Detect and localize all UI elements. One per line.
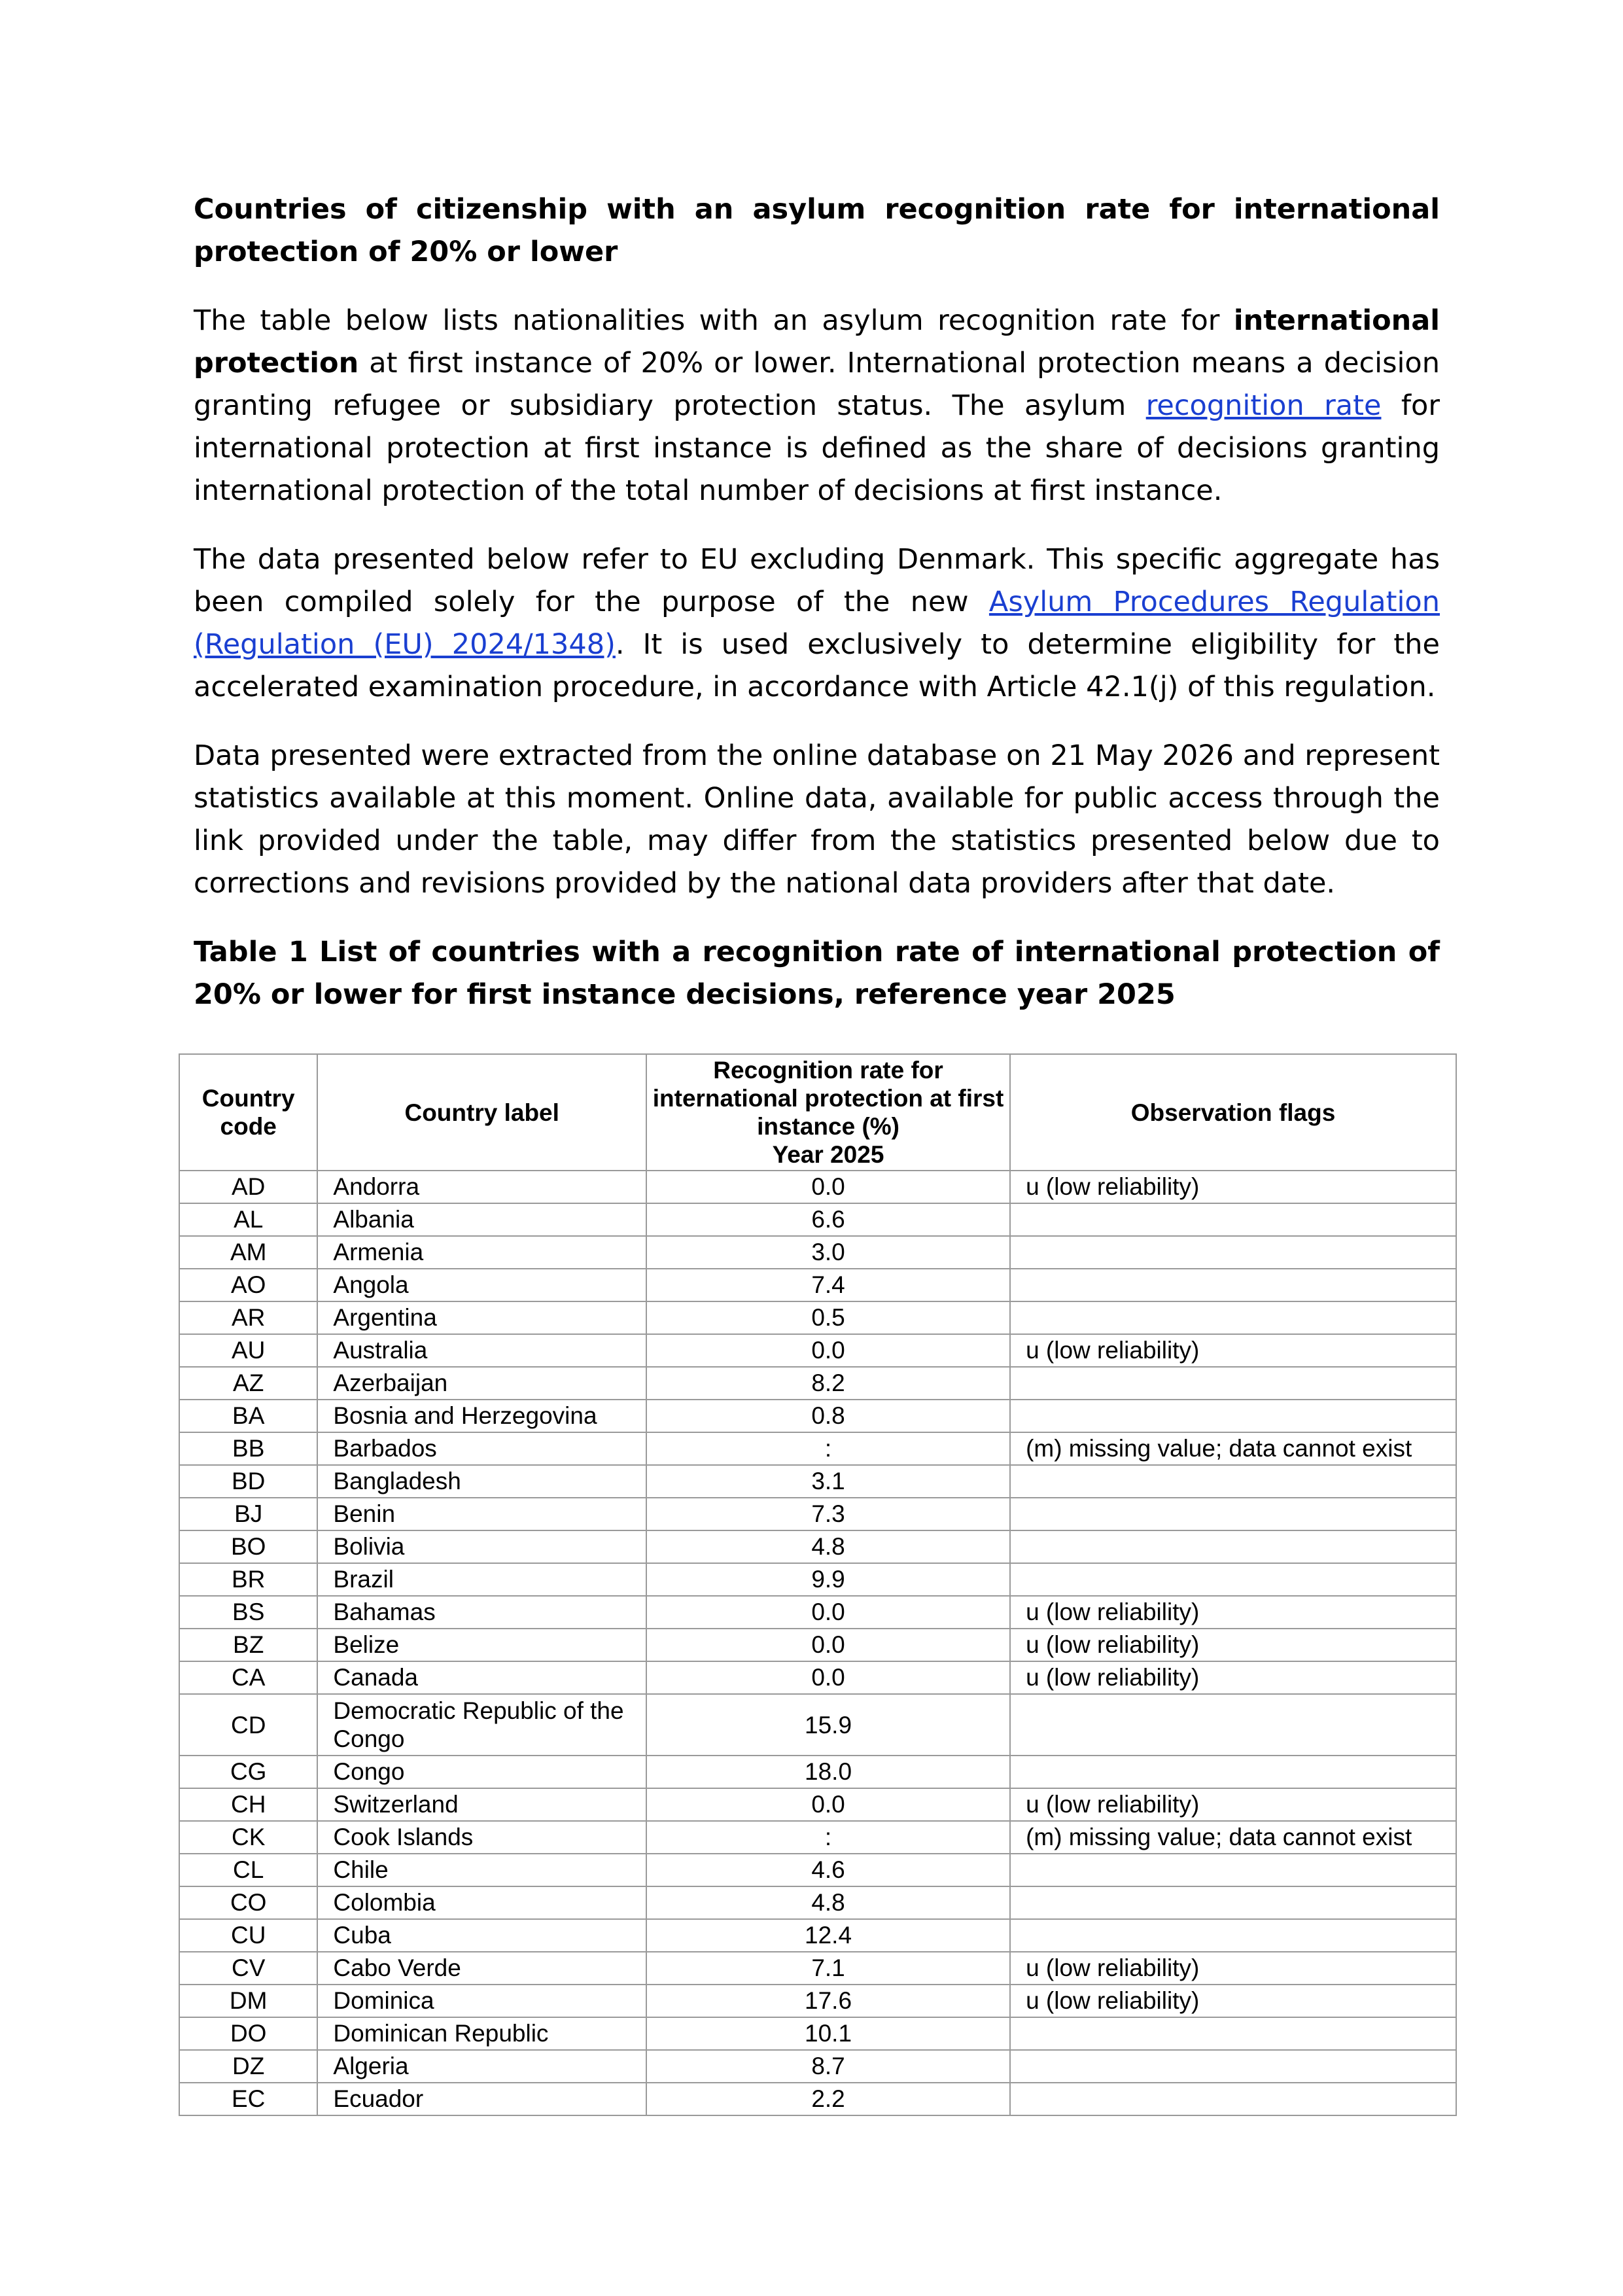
cell-recognition-rate: 17.6 — [646, 1985, 1010, 2017]
cell-country-label: Bahamas — [317, 1596, 646, 1629]
table-row — [179, 1919, 1456, 1952]
scope-text-2: . It is used exclusively to determine eligibility for the accelerated examination procedure, in accordance with Article 42.1(j) of this regulation. — [194, 628, 1440, 703]
cell-country-label: Australia — [317, 1334, 646, 1367]
cell-country-code: BZ — [179, 1629, 317, 1661]
cell-observation-flag: u (low reliability) — [1010, 1596, 1456, 1629]
cell-country-label: Argentina — [317, 1301, 646, 1334]
table-row — [179, 1661, 1456, 1694]
cell-recognition-rate: : — [646, 1432, 1010, 1465]
cell-country-label: Cook Islands — [317, 1821, 646, 1854]
cell-country-code: CL — [179, 1854, 317, 1886]
cell-observation-flag — [1010, 1301, 1456, 1334]
intro-text-3: for international protection at first instance is defined as the share of decisions granting international protection of the total number of decisions at first instance. — [194, 389, 1440, 507]
cell-observation-flag — [1010, 1236, 1456, 1269]
cell-country-label: Democratic Republic of the Congo — [317, 1694, 646, 1756]
extraction-paragraph: Data presented were extracted from the online database on 21 May 2026 and represent statistics available at this moment. Online data, available for public access through the link provided under the table, may differ from the statistics presented below due to corrections and revisions provided by the national data providers after that date. — [194, 739, 1440, 900]
cell-recognition-rate: 0.0 — [646, 1171, 1010, 1203]
cell-country-code: CD — [179, 1694, 317, 1756]
cell-country-label: Brazil — [317, 1563, 646, 1596]
table-row — [179, 1854, 1456, 1886]
cell-country-label: Angola — [317, 1269, 646, 1301]
cell-recognition-rate: 6.6 — [646, 1203, 1010, 1236]
cell-country-label: Bolivia — [317, 1530, 646, 1563]
table-row — [179, 1886, 1456, 1919]
header-rate-year: Year 2025 — [772, 1141, 884, 1168]
table-row — [179, 1821, 1456, 1854]
table-row — [179, 1269, 1456, 1301]
cell-observation-flag — [1010, 1498, 1456, 1530]
cell-country-code: CK — [179, 1821, 317, 1854]
cell-country-label: Bangladesh — [317, 1465, 646, 1498]
cell-country-code: CV — [179, 1952, 317, 1985]
cell-observation-flag: (m) missing value; data cannot exist — [1010, 1821, 1456, 1854]
cell-country-label: Bosnia and Herzegovina — [317, 1400, 646, 1432]
table-row — [179, 1596, 1456, 1629]
cell-recognition-rate: 0.8 — [646, 1400, 1010, 1432]
cell-recognition-rate: 2.2 — [646, 2083, 1010, 2115]
cell-country-code: CO — [179, 1886, 317, 1919]
cell-country-code: AL — [179, 1203, 317, 1236]
cell-recognition-rate: 0.5 — [646, 1301, 1010, 1334]
cell-country-code: DZ — [179, 2050, 317, 2083]
cell-country-label: Algeria — [317, 2050, 646, 2083]
cell-country-label: Belize — [317, 1629, 646, 1661]
table-row — [179, 1432, 1456, 1465]
intro-text-1: The table below lists nationalities with an asylum recognition rate for — [194, 304, 1234, 337]
cell-country-label: Canada — [317, 1661, 646, 1694]
header-country-label: Country label — [317, 1054, 646, 1171]
cell-country-code: BO — [179, 1530, 317, 1563]
regulation-link[interactable]: Asylum Procedures Regulation (Regulation (EU) 2024/1348) — [194, 586, 1440, 661]
cell-country-code: AR — [179, 1301, 317, 1334]
cell-country-code: DM — [179, 1985, 317, 2017]
table-row — [179, 2083, 1456, 2115]
table-row — [179, 1203, 1456, 1236]
cell-country-label: Colombia — [317, 1886, 646, 1919]
cell-recognition-rate: 7.1 — [646, 1952, 1010, 1985]
header-observation-flags: Observation flags — [1010, 1054, 1456, 1171]
cell-country-code: AD — [179, 1171, 317, 1203]
cell-observation-flag — [1010, 2017, 1456, 2050]
table-row — [179, 1756, 1456, 1788]
cell-observation-flag: u (low reliability) — [1010, 1788, 1456, 1821]
cell-observation-flag: u (low reliability) — [1010, 1171, 1456, 1203]
cell-country-label: Ecuador — [317, 2083, 646, 2115]
document-body — [194, 188, 1440, 1049]
table-row — [179, 1694, 1456, 1756]
cell-recognition-rate: 8.2 — [646, 1367, 1010, 1400]
cell-observation-flag — [1010, 1400, 1456, 1432]
table-row — [179, 1629, 1456, 1661]
recognition-rate-link[interactable]: recognition rate — [1145, 389, 1382, 422]
scope-paragraph — [194, 539, 1440, 709]
cell-observation-flag — [1010, 1919, 1456, 1952]
page-heading: Countries of citizenship with an asylum recognition rate for international protection of 20% or lower — [194, 193, 1440, 268]
cell-country-label: Benin — [317, 1498, 646, 1530]
table-row — [179, 2017, 1456, 2050]
cell-recognition-rate: 0.0 — [646, 1629, 1010, 1661]
cell-country-code: DO — [179, 2017, 317, 2050]
cell-observation-flag — [1010, 1530, 1456, 1563]
scope-text-1: The data presented below refer to EU excluding Denmark. This specific aggregate has been compiled solely for the purpose of the new — [194, 543, 1440, 618]
table-row — [179, 1301, 1456, 1334]
cell-observation-flag: u (low reliability) — [1010, 1661, 1456, 1694]
cell-recognition-rate: : — [646, 1821, 1010, 1854]
header-recognition-rate — [646, 1054, 1010, 1171]
cell-country-code: BA — [179, 1400, 317, 1432]
table-header-row — [179, 1054, 1456, 1171]
cell-country-label: Albania — [317, 1203, 646, 1236]
cell-country-label: Cabo Verde — [317, 1952, 646, 1985]
table-row — [179, 1465, 1456, 1498]
cell-recognition-rate: 10.1 — [646, 2017, 1010, 2050]
cell-recognition-rate: 18.0 — [646, 1756, 1010, 1788]
cell-recognition-rate: 4.6 — [646, 1854, 1010, 1886]
cell-recognition-rate: 15.9 — [646, 1694, 1010, 1756]
table-row — [179, 1563, 1456, 1596]
cell-recognition-rate: 4.8 — [646, 1886, 1010, 1919]
cell-country-code: CG — [179, 1756, 317, 1788]
cell-country-code: BS — [179, 1596, 317, 1629]
cell-country-label: Armenia — [317, 1236, 646, 1269]
cell-observation-flag: (m) missing value; data cannot exist — [1010, 1432, 1456, 1465]
cell-observation-flag — [1010, 1756, 1456, 1788]
cell-country-label: Barbados — [317, 1432, 646, 1465]
table-row — [179, 1171, 1456, 1203]
table-row — [179, 1334, 1456, 1367]
cell-country-label: Chile — [317, 1854, 646, 1886]
table-row — [179, 1788, 1456, 1821]
cell-observation-flag — [1010, 1465, 1456, 1498]
cell-recognition-rate: 3.0 — [646, 1236, 1010, 1269]
cell-country-code: BB — [179, 1432, 317, 1465]
cell-country-code: CA — [179, 1661, 317, 1694]
cell-observation-flag — [1010, 1694, 1456, 1756]
cell-recognition-rate: 9.9 — [646, 1563, 1010, 1596]
cell-recognition-rate: 4.8 — [646, 1530, 1010, 1563]
cell-recognition-rate: 7.4 — [646, 1269, 1010, 1301]
cell-observation-flag — [1010, 1886, 1456, 1919]
cell-recognition-rate: 8.7 — [646, 2050, 1010, 2083]
cell-country-code: EC — [179, 2083, 317, 2115]
header-country-code: Country code — [179, 1054, 317, 1171]
cell-country-label: Cuba — [317, 1919, 646, 1952]
cell-observation-flag — [1010, 1367, 1456, 1400]
cell-country-code: AZ — [179, 1367, 317, 1400]
header-rate-title: Recognition rate for international protection at first instance (%) — [652, 1057, 1004, 1140]
cell-recognition-rate: 12.4 — [646, 1919, 1010, 1952]
table-row — [179, 1530, 1456, 1563]
cell-recognition-rate: 0.0 — [646, 1334, 1010, 1367]
cell-country-code: CU — [179, 1919, 317, 1952]
cell-recognition-rate: 7.3 — [646, 1498, 1010, 1530]
cell-observation-flag — [1010, 2050, 1456, 2083]
cell-country-label: Congo — [317, 1756, 646, 1788]
cell-country-code: BJ — [179, 1498, 317, 1530]
table-row — [179, 2050, 1456, 2083]
intro-bold-term: international protection — [194, 304, 1440, 380]
cell-country-code: AU — [179, 1334, 317, 1367]
cell-country-code: BR — [179, 1563, 317, 1596]
cell-recognition-rate: 0.0 — [646, 1788, 1010, 1821]
cell-observation-flag: u (low reliability) — [1010, 1952, 1456, 1985]
table-caption: Table 1 List of countries with a recognition rate of international protection of 20% or lower for first instance decisions, reference year 2025 — [194, 936, 1440, 1011]
cell-country-code: BD — [179, 1465, 317, 1498]
table-row — [179, 1498, 1456, 1530]
cell-country-label: Dominican Republic — [317, 2017, 646, 2050]
cell-recognition-rate: 0.0 — [646, 1596, 1010, 1629]
cell-country-code: AO — [179, 1269, 317, 1301]
cell-observation-flag — [1010, 1854, 1456, 1886]
table-row — [179, 1985, 1456, 2017]
table-row — [179, 1952, 1456, 1985]
table-row — [179, 1236, 1456, 1269]
cell-observation-flag: u (low reliability) — [1010, 1334, 1456, 1367]
cell-observation-flag — [1010, 1269, 1456, 1301]
intro-paragraph — [194, 300, 1440, 512]
cell-observation-flag: u (low reliability) — [1010, 1629, 1456, 1661]
intro-text-2: at first instance of 20% or lower. International protection means a decision granting refugee or subsidiary protection status. The asylum — [194, 347, 1440, 422]
recognition-rate-table — [179, 1053, 1457, 2116]
cell-observation-flag — [1010, 1563, 1456, 1596]
table-row — [179, 1367, 1456, 1400]
cell-country-code: AM — [179, 1236, 317, 1269]
cell-country-label: Switzerland — [317, 1788, 646, 1821]
cell-observation-flag: u (low reliability) — [1010, 1985, 1456, 2017]
table-row — [179, 1400, 1456, 1432]
cell-country-label: Azerbaijan — [317, 1367, 646, 1400]
cell-recognition-rate: 3.1 — [646, 1465, 1010, 1498]
cell-observation-flag — [1010, 2083, 1456, 2115]
cell-country-label: Andorra — [317, 1171, 646, 1203]
cell-country-code: CH — [179, 1788, 317, 1821]
cell-observation-flag — [1010, 1203, 1456, 1236]
cell-country-label: Dominica — [317, 1985, 646, 2017]
cell-recognition-rate: 0.0 — [646, 1661, 1010, 1694]
